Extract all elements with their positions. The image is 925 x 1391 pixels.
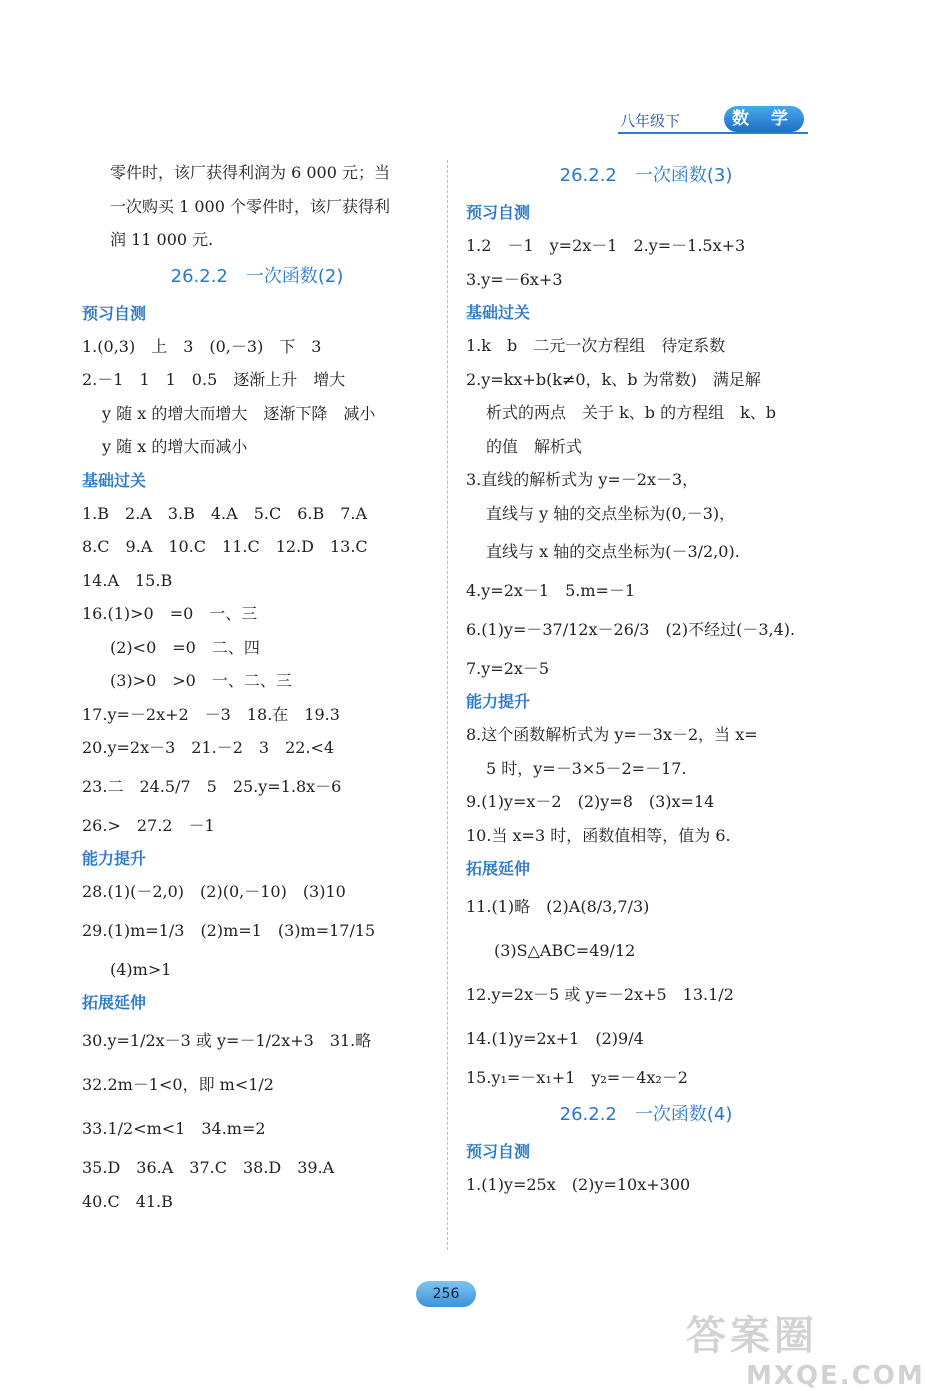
subsection-heading: 预习自测	[466, 1141, 531, 1161]
answer-line: 30.y=1/2x－3 或 y=－1/2x+3 31.略	[82, 1031, 372, 1050]
answer-line: y 随 x 的增大而增大 逐渐下降 减小	[102, 403, 376, 423]
answer-line: 2.－1 1 1 0.5 逐渐上升 增大	[82, 370, 346, 389]
answer-line: 1.B 2.A 3.B 4.A 5.C 6.B 7.A	[82, 503, 368, 523]
answer-line: 一次购买 1 000 个零件时，该厂获得利	[110, 196, 390, 216]
subsection-heading: 基础过关	[466, 303, 531, 322]
answer-line: 23.二 24.5/7 5 25.y=1.8x－6	[82, 776, 342, 796]
answer-line: 28.(1)(－2,0) (2)(0,－10) (3)10	[82, 882, 346, 901]
answer-line: 1.(0,3) 上 3 (0,－3) 下 3	[82, 336, 322, 356]
page-number: 256	[416, 1281, 476, 1307]
answer-line: 3.y=－6x+3	[466, 269, 563, 289]
answer-line: 10.当 x=3 时，函数值相等，值为 6.	[466, 825, 731, 845]
answer-line: 14.(1)y=2x+1 (2)9/4	[466, 1029, 644, 1048]
answer-line: 直线与 x 轴的交点坐标为(－3/2,0).	[486, 542, 740, 561]
watermark-logo: 答案圈	[686, 1313, 818, 1359]
subsection-heading: 基础过关	[82, 470, 147, 490]
right-column	[466, 156, 826, 1201]
answer-line: 29.(1)m=1/3 (2)m=1 (3)m=17/15	[82, 920, 376, 940]
grade-label: 八年级下	[620, 112, 681, 130]
answer-line: 20.y=2x－3 21.－2 3 22.<4	[82, 738, 335, 757]
answer-line: 1.2 －1 y=2x－1 2.y=－1.5x+3	[466, 236, 746, 255]
answer-line: 33.1/2<m<1 34.m=2	[82, 1119, 266, 1138]
answer-line: 16.(1)>0 =0 一、三	[82, 604, 258, 623]
answer-line: 40.C 41.B	[82, 1191, 173, 1211]
answer-line: 8.这个函数解析式为 y=－3x－2，当 x=	[466, 725, 758, 744]
answer-line: 26.> 27.2 －1	[82, 815, 215, 835]
answer-line: 直线与 y 轴的交点坐标为(0,－3)，	[486, 503, 736, 523]
answer-line: 12.y=2x－5 或 y=－2x+5 13.1/2	[466, 985, 734, 1004]
subsection-heading: 拓展延伸	[466, 859, 531, 878]
subject-badge: 数 学	[724, 106, 804, 132]
answer-line: 9.(1)y=x－2 (2)y=8 (3)x=14	[466, 792, 715, 811]
answer-line: 5 时，y=－3×5－2=－17.	[486, 758, 687, 778]
answer-line: (3)S△ABC=49/12	[494, 941, 636, 960]
watermark-url: MXQE.COM	[746, 1361, 925, 1391]
answer-line: (2)<0 =0 二、四	[110, 637, 260, 657]
answer-line: (3)>0 >0 一、二、三	[110, 671, 292, 690]
left-column	[82, 156, 432, 1218]
answer-line: 8.C 9.A 10.C 11.C 12.D 13.C	[82, 537, 368, 556]
answer-line: 析式的两点 关于 k、b 的方程组 k、b	[486, 403, 777, 422]
answer-line: 的值 解析式	[486, 436, 583, 456]
section-title: 26.2.2 一次函数(4)	[559, 1103, 733, 1125]
answer-line: 2.y=kx+b(k≠0，k、b 为常数) 满足解	[466, 369, 761, 389]
answer-line: 32.2m－1<0，即 m<1/2	[82, 1075, 274, 1094]
answer-line: 15.y₁=－x₁+1 y₂=－4x₂－2	[466, 1068, 688, 1087]
answer-line: 1.k b 二元一次方程组 待定系数	[466, 336, 726, 355]
answer-line: 4.y=2x－1 5.m=－1	[466, 581, 636, 600]
watermark	[686, 1304, 925, 1391]
subsection-heading: 能力提升	[82, 849, 147, 868]
subsection-heading: 预习自测	[466, 203, 531, 222]
answer-line: 7.y=2x－5	[466, 658, 550, 678]
answer-line: 17.y=－2x+2 －3 18.在 19.3	[82, 704, 340, 724]
answer-line: 14.A 15.B	[82, 570, 173, 590]
subsection-heading: 预习自测	[82, 303, 147, 323]
section-title: 26.2.2 一次函数(3)	[559, 165, 733, 186]
answer-line: y 随 x 的增大而减小	[102, 437, 248, 456]
page-header	[618, 106, 808, 134]
column-divider	[447, 160, 448, 1250]
subsection-heading: 拓展延伸	[82, 993, 147, 1012]
answer-line: 零件时，该厂获得利润为 6 000 元；当	[110, 163, 390, 182]
answer-line: 11.(1)略 (2)A(8/3,7/3)	[466, 897, 650, 916]
header-rule	[618, 132, 808, 134]
answer-line: 6.(1)y=－37/12x－26/3 (2)不经过(－3,4).	[466, 619, 796, 639]
subsection-heading: 能力提升	[466, 692, 531, 711]
answer-line: 润 11 000 元.	[110, 230, 214, 249]
answer-line: (4)m>1	[110, 959, 172, 979]
answer-line: 1.(1)y=25x (2)y=10x+300	[466, 1174, 691, 1194]
section-title: 26.2.2 一次函数(2)	[170, 265, 344, 287]
answer-line: 35.D 36.A 37.C 38.D 39.A	[82, 1158, 335, 1177]
answer-line: 3.直线的解析式为 y=－2x－3，	[466, 470, 699, 489]
